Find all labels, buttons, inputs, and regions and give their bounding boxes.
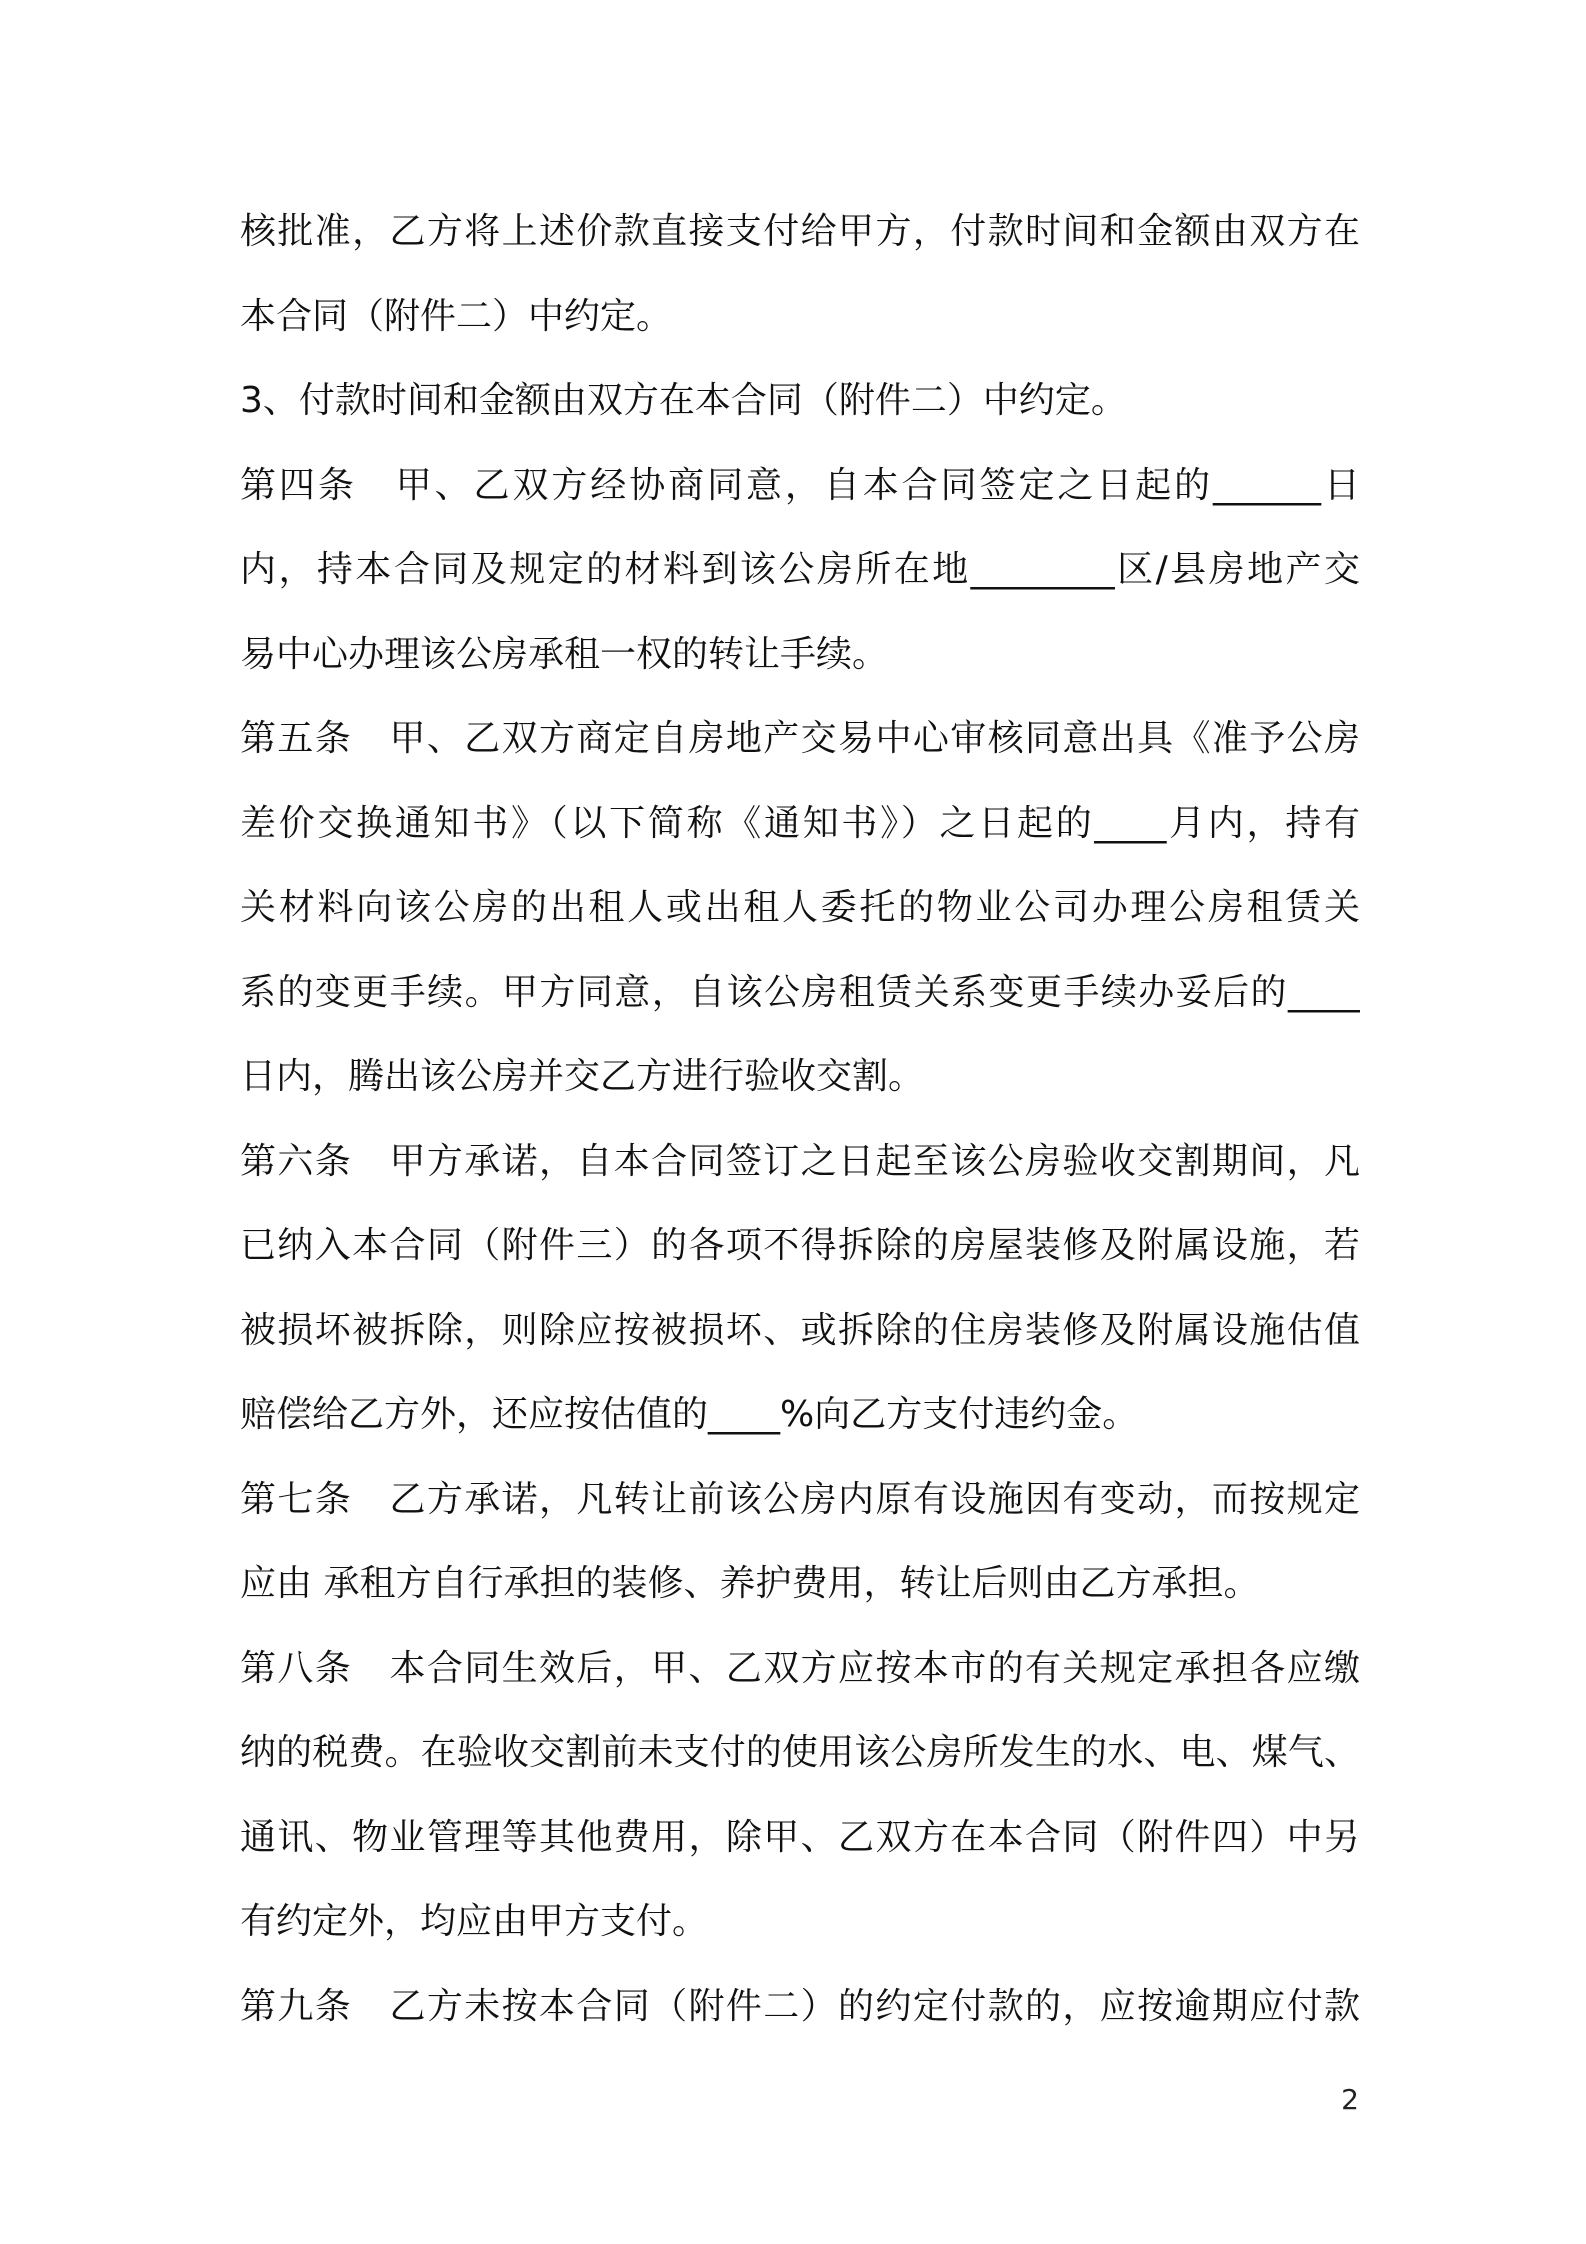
text-line-7: 第五条 甲、乙双方商定自房地产交易中心审核同意出具《准予公房 xyxy=(240,718,1360,759)
text-line-21: 有约定外，均应由甲方支付。 xyxy=(240,1901,709,1942)
text-line-13: 已纳入本合同（附件三）的各项不得拆除的房屋装修及附属设施，若 xyxy=(240,1225,1360,1266)
text-line-4: 第四条 甲、乙双方经协商同意，自本合同签定之日起的______日 xyxy=(240,464,1360,506)
document-body xyxy=(240,190,1360,2049)
text-line-19: 纳的税费。在验收交割前未支付的使用该公房所发生的水、电、煤气、 xyxy=(240,1732,1360,1773)
text-line-20: 通讯、物业管理等其他费用，除甲、乙双方在本合同（附件四）中另 xyxy=(240,1816,1360,1858)
text-line-16: 第七条 乙方承诺，凡转让前该公房内原有设施因有变动，而按规定 xyxy=(240,1478,1360,1520)
text-line-8: 差价交换通知书》（以下简称《通知书》）之日起的____月内，持有 xyxy=(240,802,1360,844)
text-line-17: 应由 承租方自行承担的装修、养护费用，转让后则由乙方承担。 xyxy=(240,1563,1260,1604)
text-line-5: 内，持本合同及规定的材料到该公房所在地________区/县房地产交 xyxy=(240,549,1360,590)
text-line-18: 第八条 本合同生效后，甲、乙双方应按本市的有关规定承担各应缴 xyxy=(240,1647,1360,1689)
text-line-22: 第九条 乙方未按本合同（附件二）的约定付款的，应按逾期应付款 xyxy=(240,1985,1360,2027)
text-line-6: 易中心办理该公房承租一权的转让手续。 xyxy=(240,633,889,675)
page-number: 2 xyxy=(1341,2083,1359,2116)
text-line-12: 第六条 甲方承诺，自本合同签订之日起至该公房验收交割期间，凡 xyxy=(240,1140,1360,1182)
text-line-2: 本合同（附件二）中约定。 xyxy=(240,295,673,337)
text-line-14: 被损坏被拆除，则除应按被损坏、或拆除的住房装修及附属设施估值 xyxy=(240,1309,1360,1351)
text-line-3: 3、付款时间和金额由双方在本合同（附件二）中约定。 xyxy=(240,380,1127,421)
text-line-11: 日内，腾出该公房并交乙方进行验收交割。 xyxy=(240,1056,925,1097)
text-line-15: 赔偿给乙方外，还应按估值的____%向乙方支付违约金。 xyxy=(240,1394,1139,1435)
text-line-1: 核批准，乙方将上述价款直接支付给甲方，付款时间和金额由双方在 xyxy=(240,211,1360,252)
text-line-9: 关材料向该公房的出租人或出租人委托的物业公司办理公房租赁关 xyxy=(240,887,1360,928)
text-line-10: 系的变更手续。甲方同意，自该公房租赁关系变更手续办妥后的____ xyxy=(240,971,1360,1013)
